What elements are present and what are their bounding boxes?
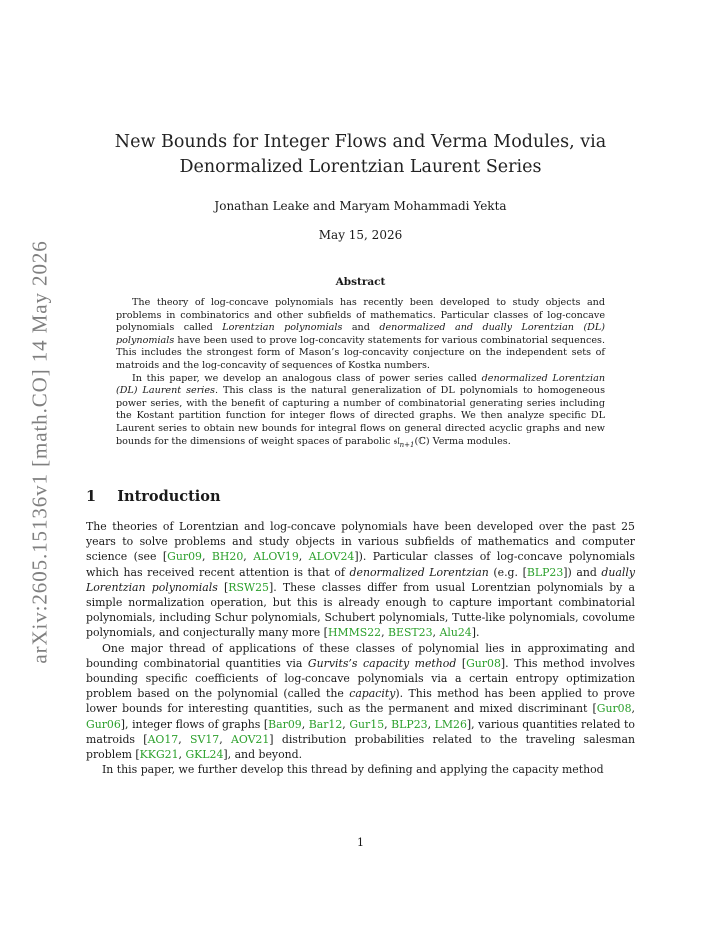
citation-link[interactable]: Gur08 bbox=[466, 656, 501, 670]
citation-link[interactable]: BLP23 bbox=[391, 717, 428, 731]
introduction-body bbox=[86, 519, 635, 777]
abstract-heading: Abstract bbox=[335, 276, 386, 288]
math-sl: 𝔰𝔩 bbox=[393, 435, 400, 447]
citation-link[interactable]: SV17 bbox=[190, 732, 220, 746]
paper-title bbox=[46, 130, 675, 180]
citation-link[interactable]: AO17 bbox=[147, 732, 179, 746]
section-heading-introduction bbox=[86, 488, 221, 505]
abstract-paragraph-2: In this paper, we develop an analogous class of power series called denormalized Lorentzian (DL) Laurent series. This class is the natural generalization of DL polynomials to homogeneous power series, with the benefit of capturing a number of combinatorial generating series including the Kostant partition function for integer flows of directed graphs. We then analyze specific DL Laurent series to obtain new bounds for integral flows on general directed acyclic graphs and new bounds for the dimensions of weight spaces of parabolic 𝔰𝔩$_{n+1}$(ℂ) Verma modules. bbox=[116, 372, 606, 449]
citation-link[interactable]: Gur06 bbox=[86, 717, 121, 731]
body-paragraph-3: In this paper, we further develop this thread by defining and applying the capacity method bbox=[102, 763, 604, 777]
abstract-body bbox=[116, 297, 605, 451]
section-number: 1 bbox=[86, 488, 97, 505]
citation-link[interactable]: HMMS22 bbox=[327, 626, 382, 640]
citation-link[interactable]: ALOV24 bbox=[308, 550, 355, 564]
body-paragraph-1: The theories of Lorentzian and log-concave polynomials have been developed over the past 25 years to solve problems and study objects in various subfields of mathematics and computer science (see [Gur09, BH20, ALOV19, ALOV24]). Particular classes of log-concave polynomials which has received recent attention is that of denormalized Lorentzian (e.g. [BLP23]) and dually Lorentzian polynomials [RSW25]. These classes differ from usual Lorentzian polynomials by a simple normalization operation, but this is already enough to capture important combinatorial polynomials, including Schur polynomials, Schubert polynomials, Tutte-like polynomials, covolume polynomials, and conjecturally many more [HMMS22, BEST23, Alu24]. bbox=[86, 520, 635, 640]
citation-link[interactable]: Gur08 bbox=[596, 702, 632, 716]
citation-link[interactable]: Bar09 bbox=[268, 717, 302, 731]
citation-link[interactable]: BEST23 bbox=[388, 626, 433, 640]
citation-link[interactable]: ALOV19 bbox=[253, 550, 299, 564]
paper-authors: Jonathan Leake and Maryam Mohammadi Yekta bbox=[214, 199, 507, 213]
section-title: Introduction bbox=[117, 488, 221, 505]
citation-link[interactable]: Gur15 bbox=[349, 717, 385, 731]
title-line-1: New Bounds for Integer Flows and Verma Modules, via bbox=[114, 132, 607, 152]
citation-link[interactable]: BLP23 bbox=[526, 565, 564, 579]
page-number: 1 bbox=[357, 836, 364, 849]
arxiv-identifier: arXiv:2605.15136v1 [math.CO] 14 May 2026 bbox=[27, 240, 52, 664]
paper-date: May 15, 2026 bbox=[318, 228, 403, 242]
body-paragraph-2: One major thread of applications of these classes of polynomial lies in approximating and bounding combinatorial quantities via Gurvits’s capacity method [Gur08]. This method involves bounding specific coefficients of log-concave polynomials via a certain entropy optimization problem based on the polynomial (called the capacity). This method has been applied to prove lower bounds for interesting quantities, such as the permanent and mixed discriminant [Gur08, Gur06], integer flows of graphs [Bar09, Bar12, Gur15, BLP23, LM26], various quantities related to matroids [AO17, SV17, AOV21] distribution probabilities related to the traveling salesman problem [KKG21, GKL24], and beyond. bbox=[86, 641, 635, 762]
title-line-2: Denormalized Lorentzian Laurent Series bbox=[179, 157, 542, 177]
citation-link[interactable]: Alu24 bbox=[439, 626, 472, 640]
citation-link[interactable]: LM26 bbox=[434, 717, 467, 731]
citation-link[interactable]: AOV21 bbox=[230, 732, 270, 746]
citation-link[interactable]: GKL24 bbox=[185, 748, 224, 762]
citation-link[interactable]: Gur09 bbox=[167, 550, 202, 564]
citation-link[interactable]: RSW25 bbox=[228, 580, 269, 594]
citation-link[interactable]: KKG21 bbox=[139, 748, 179, 762]
citation-link[interactable]: BH20 bbox=[211, 550, 244, 564]
abstract-paragraph-1: The theory of log-concave polynomials has recently been developed to study objects and problems in combinatorics and other subfields of mathematics. Particular classes of log-concave polynomials called Lorentzian polynomials and denormalized and dually Lorentzian (DL) polynomials have been used to prove log-concavity statements for various combinatorial sequences. This includes the strongest form of Mason’s log-concavity conjecture on the independent sets of matroids and the log-concavity of sequences of Kostka numbers. bbox=[116, 297, 605, 371]
citation-link[interactable]: Bar12 bbox=[308, 717, 343, 731]
